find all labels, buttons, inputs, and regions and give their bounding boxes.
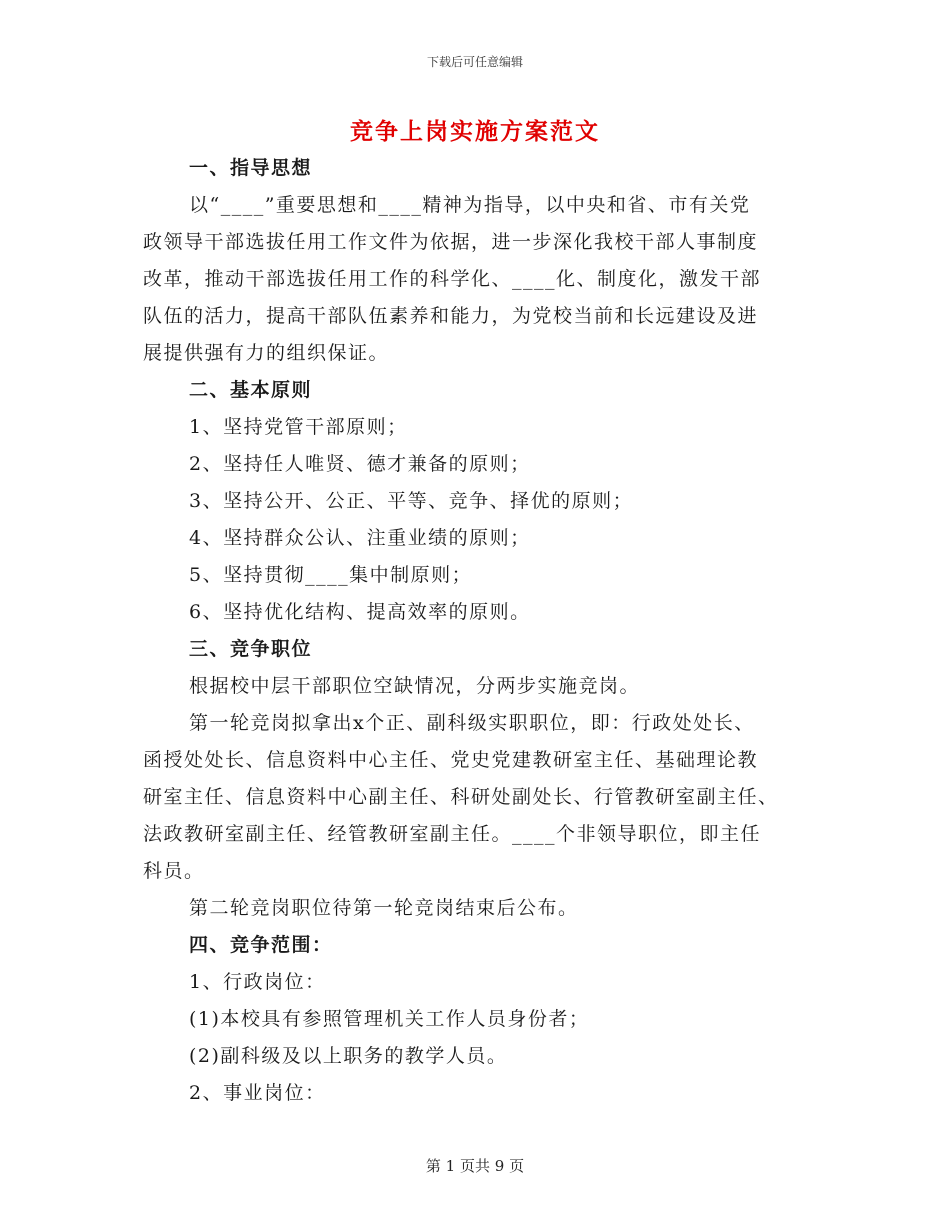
paragraph-line: 第二轮竞岗职位待第一轮竞岗结束后公布。: [189, 897, 579, 919]
paragraph-line: 研室主任、信息资料中心副主任、科研处副处长、行管教研室副主任、: [143, 786, 779, 808]
section-heading-2: 二、基本原则: [189, 379, 313, 401]
paragraph-line: 第一轮竞岗拟拿出x个正、副科级实职职位，即：行政处处长、: [189, 712, 755, 734]
paragraph-line: 政领导干部选拔任用工作文件为依据，进一步深化我校干部人事制度: [143, 231, 759, 253]
section-heading-4: 四、竞争范围：: [189, 934, 333, 956]
document-title: 竞争上岗实施方案范文: [350, 118, 600, 145]
page-footer: 第 1 页共 9 页: [425, 1157, 525, 1175]
list-item: (2)副科级及以上职务的教学人员。: [189, 1045, 508, 1067]
document-body: [143, 150, 813, 1112]
list-item: 5、坚持贯彻____集中制原则；: [189, 564, 473, 586]
paragraph-line: 展提供强有力的组织保证。: [143, 342, 390, 364]
paragraph-line: 科员。: [143, 860, 205, 882]
header-note: 下载后可任意编辑: [426, 55, 523, 69]
paragraph-line: 法政教研室副主任、经管教研室副主任。____个非领导职位，即主任: [143, 823, 762, 845]
list-item: 2、坚持任人唯贤、德才兼备的原则；: [189, 453, 531, 475]
list-item: 4、坚持群众公认、注重业绩的原则；: [189, 527, 531, 549]
paragraph-line: 改革，推动干部选拔任用工作的科学化、____化、制度化，激发干部: [143, 268, 762, 290]
list-item: 2、事业岗位：: [189, 1082, 326, 1104]
list-item: 3、坚持公开、公正、平等、竞争、择优的原则；: [189, 490, 634, 512]
paragraph-line: 根据校中层干部职位空缺情况，分两步实施竞岗。: [189, 675, 641, 697]
paragraph-line: 函授处处长、信息资料中心主任、党史党建教研室主任、基础理论教: [143, 749, 759, 771]
list-item: 1、行政岗位：: [189, 971, 326, 993]
list-item: 6、坚持优化结构、提高效率的原则。: [189, 601, 531, 623]
paragraph-line: 队伍的活力，提高干部队伍素养和能力，为党校当前和长远建设及进: [143, 305, 759, 327]
paragraph-line: 以“____”重要思想和____精神为指导，以中央和省、市有关党: [189, 194, 751, 216]
list-item: (1)本校具有参照管理机关工作人员身份者；: [189, 1008, 590, 1030]
section-heading-1: 一、指导思想: [189, 157, 313, 179]
list-item: 1、坚持党管干部原则；: [189, 416, 408, 438]
section-heading-3: 三、竞争职位: [189, 638, 313, 660]
